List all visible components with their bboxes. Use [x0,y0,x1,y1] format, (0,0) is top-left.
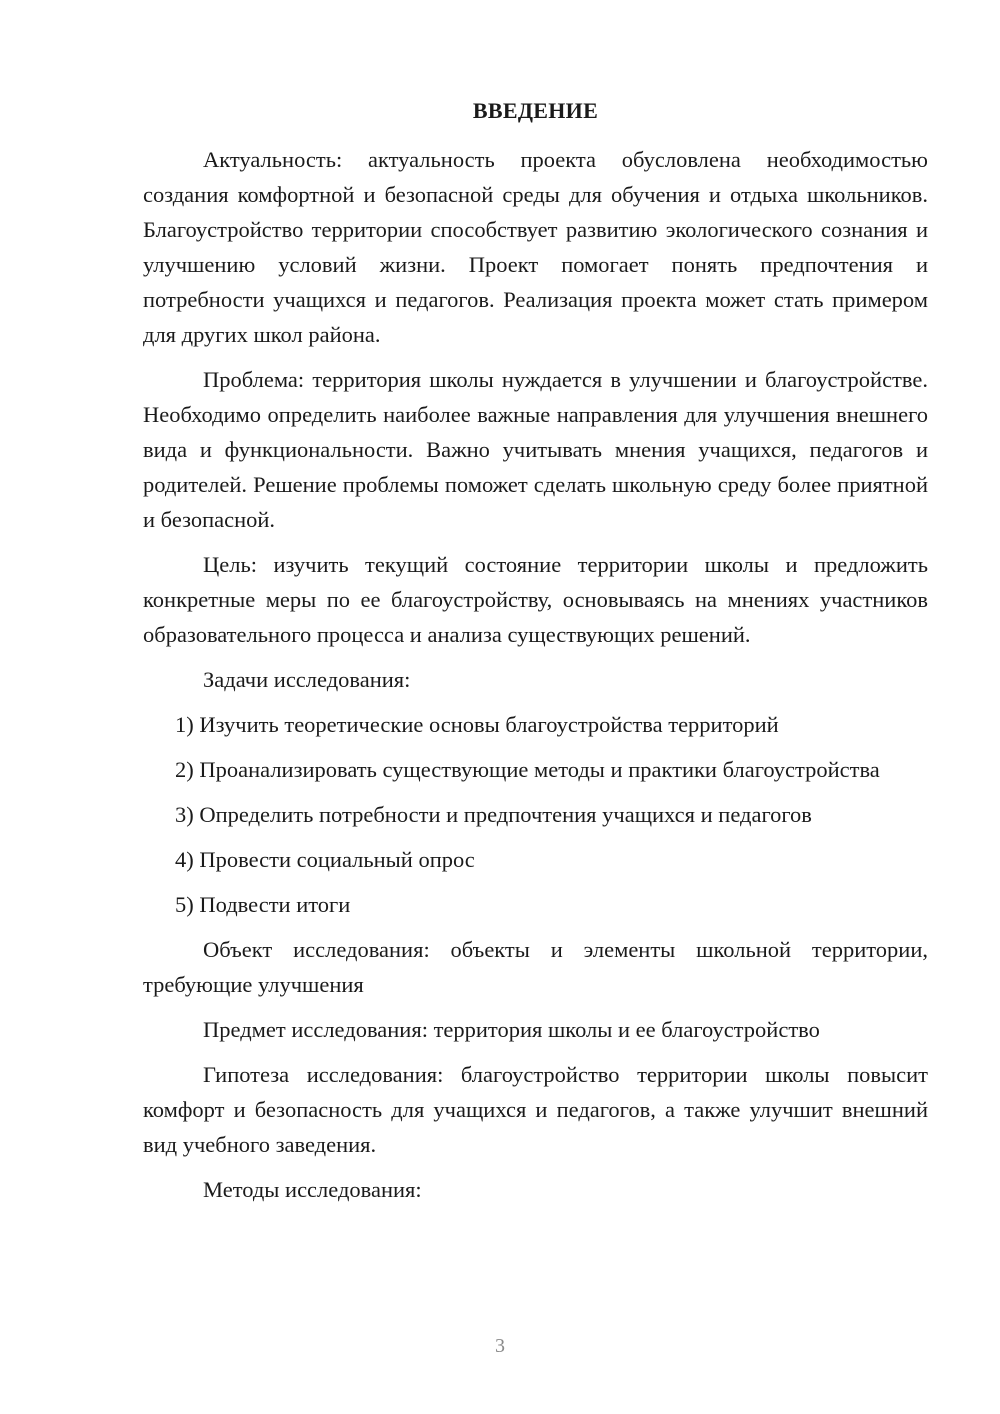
paragraph-methods: Методы исследования: [203,1177,422,1202]
paragraph-hypothesis: Гипотеза исследования: благоустройство территории школы повысит комфорт и безопасность для учащихся и педагогов, а также улучшит внешний вид учебного заведения. [143,1062,928,1157]
task-item-3: 3) Определить потребности и предпочтения учащихся и педагогов [175,802,812,827]
task-item-4: 4) Провести социальный опрос [175,847,475,872]
paragraph-object: Объект исследования: объекты и элементы школьной территории, требующие улучшения [143,937,928,997]
task-item-1: 1) Изучить теоретические основы благоустройства территорий [175,712,779,737]
document-body [143,142,928,1207]
task-item-2: 2) Проанализировать существующие методы и практики благоустройства [175,757,880,782]
paragraph-goal: Цель: изучить текущий состояние территории школы и предложить конкретные меры по ее благоустройству, основываясь на мнениях участников образовательного процесса и анализа существующих решений. [143,552,928,647]
paragraph-relevance: Актуальность: актуальность проекта обусловлена необходимостью создания комфортной и безопасной среды для обучения и отдыха школьников. Благоустройство территории способствует развитию экологического сознания и улучшению условий жизни. Проект помогает понять предпочтения и потребности учащихся и педагогов. Реализация проекта может стать примером для других школ района. [143,147,928,347]
paragraph-tasks-heading: Задачи исследования: [203,667,411,692]
paragraph-subject: Предмет исследования: территория школы и ее благоустройство [203,1017,820,1042]
page-number: 3 [495,1335,505,1357]
paragraph-problem: Проблема: территория школы нуждается в улучшении и благоустройстве. Необходимо определить наиболее важные направления для улучшения внешнего вида и функциональности. Важно учитывать мнения учащихся, педагогов и родителей. Решение проблемы поможет сделать школьную среду более приятной и безопасной. [143,367,928,532]
task-item-5: 5) Подвести итоги [175,892,351,917]
section-title: ВВЕДЕНИЕ [472,98,599,123]
